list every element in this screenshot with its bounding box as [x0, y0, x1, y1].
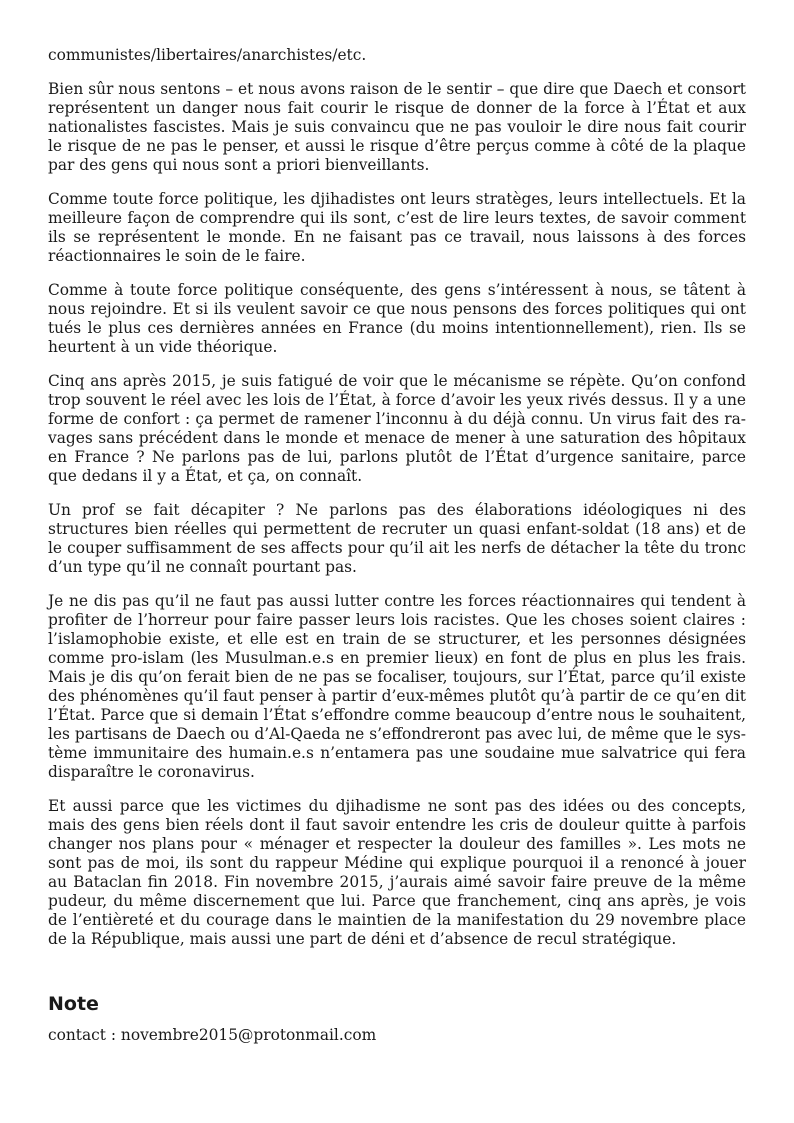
paragraph-6: Un prof se fait décapiter ? Ne parlons pas des élaborations idéologiques ni des structures bien réelles qui permettent de recruter un quasi enfant-soldat (18 ans) et de le couper suffisamment de ses affects pour qu’il ait les nerfs de détacher la tête du tronc d’un type qu’il ne connaît pourtant pas.: [48, 501, 746, 576]
paragraph-2: Bien sûr nous sentons – et nous avons raison de le sentir – que dire que Daech et consort représentent un danger nous fait courir le risque de donner de la force à l’État et aux nationalistes fascistes. Mais je suis convaincu que ne pas vouloir le dire nous fait courir le risque de ne pas le penser, et aussi le risque d’être perçus comme à côté de la plaque par des gens qui nous sont a priori bienveillants.: [48, 80, 746, 174]
paragraph-7: Je ne dis pas qu’il ne faut pas aussi lutter contre les forces réactionnaires qui tendent à profiter de l’horreur pour faire passer leurs lois racistes. Que les choses soient claires : l’islamophobie existe, et elle est en train de se structurer, et les personnes désignées comme pro-islam (les Musulman.e.s en premier lieux) en font de plus en plus les frais. Mais je dis qu’on ferait bien de ne pas se focaliser, toujours, sur l’État, parce qu’il existe des phénomènes qu’il faut penser à partir d’eux-mêmes plutôt qu’à partir de ce qu’en dit l’État. Parce que si demain l’État s’effondre comme beaucoup d’entre nous le souhaitent, les partisans de Daech ou d’Al-Qaeda ne s’effondreront pas avec lui, de même que le système immunitaire des humain.e.s n’entamera pas une soudaine mue salvatrice qui fera disparaître le coronavirus.: [48, 592, 746, 781]
note-heading: Note: [48, 993, 99, 1015]
document-page: [48, 46, 746, 1045]
paragraph-1: communistes/libertaires/anarchistes/etc.: [48, 46, 367, 64]
paragraph-8: Et aussi parce que les victimes du djihadisme ne sont pas des idées ou des concepts, mais des gens bien réels dont il faut savoir entendre les cris de douleur quitte à parfois changer nos plans pour « ménager et respecter la douleur des familles ». Les mots ne sont pas de moi, ils sont du rappeur Médine qui explique pourquoi il a renoncé à jouer au Bataclan fin 2018. Fin novembre 2015, j’aurais aimé savoir faire preuve de la même pudeur, du même discernement que lui. Parce que franchement, cinq ans après, je vois de l’entièreté et du courage dans le maintien de la manifestation du 29 novembre place de la République, mais aussi une part de déni et d’absence de recul stratégique.: [48, 797, 746, 948]
contact-line: contact : novembre2015@protonmail.com: [48, 1026, 377, 1044]
paragraph-5: Cinq ans après 2015, je suis fatigué de voir que le mécanisme se répète. Qu’on confond trop souvent le réel avec les lois de l’État, à force d’avoir les yeux rivés dessus. Il y a une forme de confort : ça permet de ramener l’inconnu à du déjà connu. Un virus fait des ravages sans précédent dans le monde et menace de mener à une saturation des hôpitaux en France ? Ne parlons pas de lui, parlons plutôt de l’État d’urgence sanitaire, parce que dedans il y a État, et ça, on connaît.: [48, 372, 746, 485]
paragraph-3: Comme toute force politique, les djihadistes ont leurs stratèges, leurs intellectuels. Et la meilleure façon de comprendre qui ils sont, c’est de lire leurs textes, de savoir comment ils se représentent le monde. En ne faisant pas ce travail, nous laissons à des forces réactionnaires le soin de le faire.: [48, 190, 746, 265]
paragraph-4: Comme à toute force politique conséquente, des gens s’intéressent à nous, se tâtent à nous rejoindre. Et si ils veulent savoir ce que nous pensons des forces politiques qui ont tués le plus ces dernières années en France (du moins intentionnellement), rien. Ils se heurtent à un vide théorique.: [48, 281, 746, 356]
